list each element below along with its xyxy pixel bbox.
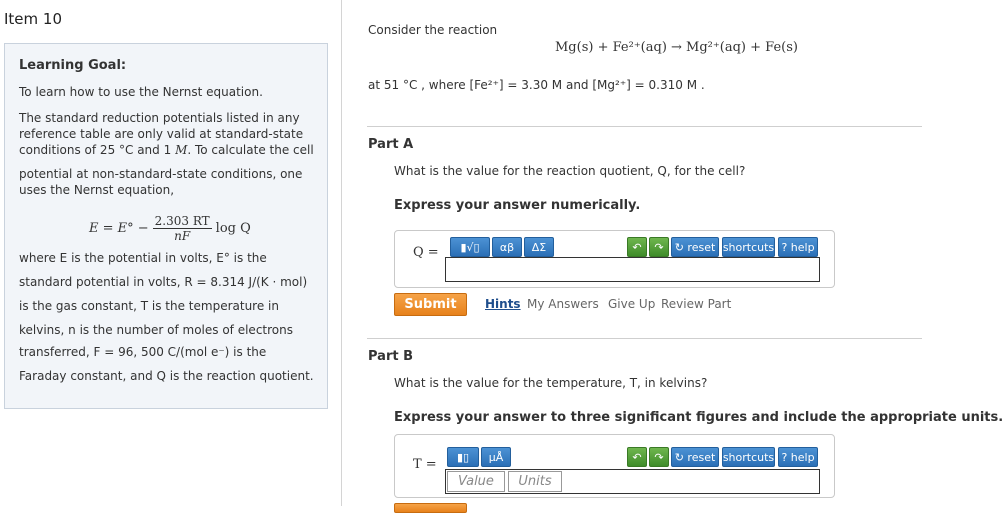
para1-text: The standard reduction potentials listed in any reference table are only valid at standard-state conditions of 25 °C and 1 <box>19 111 304 157</box>
part-b-prompt: What is the value for the temperature, T, in kelvins? <box>394 376 708 390</box>
part-a-instruction: Express your answer numerically. <box>394 198 641 213</box>
para1-unit: M <box>175 143 188 157</box>
undo-icon[interactable]: ↶ <box>627 447 647 467</box>
nernst-log: log Q <box>215 220 251 236</box>
reset-icon: ↻ <box>674 240 688 254</box>
part-b-submit-button[interactable] <box>394 503 467 513</box>
templates-button[interactable]: ▮√▯ <box>450 237 490 257</box>
left-pane <box>0 0 342 506</box>
part-a-answer-panel <box>394 230 835 288</box>
right-pane <box>343 0 1003 506</box>
review-part-link[interactable]: Review Part <box>661 297 732 311</box>
def-line-4: kelvins, n is the number of moles of electrons <box>19 323 293 337</box>
value-field[interactable]: Value <box>447 471 505 492</box>
para1-end: . To calculate the cell <box>187 143 314 157</box>
nernst-fraction <box>153 214 212 243</box>
part-b-toolbar <box>445 447 820 467</box>
nernst-lhs: E = E° − <box>89 220 149 236</box>
def-line-2: standard potential in volts, R = 8.314 J/(K · mol) <box>19 275 308 289</box>
redo-icon[interactable]: ↷ <box>649 237 669 257</box>
symbols-button[interactable]: ΔΣ <box>524 237 554 257</box>
reset-button[interactable] <box>671 237 719 257</box>
hints-link[interactable]: Hints <box>485 297 521 311</box>
def-line-5: transferred, F = 96, 500 C/(mol e⁻) is the <box>19 345 267 359</box>
redo-icon[interactable]: ↷ <box>649 447 669 467</box>
part-b-instruction: Express your answer to three significant figures and include the appropriate units. <box>394 410 1003 425</box>
nernst-denominator: nF <box>174 228 191 243</box>
part-a-label: Part A <box>368 137 414 152</box>
part-a-toolbar <box>445 237 820 257</box>
divider-part-a <box>367 126 922 127</box>
nernst-numerator: 2.303 RT <box>154 213 210 228</box>
shortcuts-button[interactable]: shortcuts <box>722 447 775 467</box>
nernst-equation <box>89 210 251 246</box>
learning-goal-heading: Learning Goal: <box>19 58 127 73</box>
learning-goal-para2: potential at non-standard-state conditions, one uses the Nernst equation, <box>19 167 303 197</box>
reaction-equation: Mg(s) + Fe²⁺(aq) → Mg²⁺(aq) + Fe(s) <box>555 40 798 55</box>
part-b-label: Part B <box>368 349 414 364</box>
learning-goal-para1 <box>19 110 319 158</box>
reset-label: reset <box>687 240 716 254</box>
item-title: Item 10 <box>4 10 63 28</box>
reaction-conditions: at 51 °C , where [Fe²⁺] = 3.30 M and [Mg²⁺] = 0.310 M . <box>368 78 705 92</box>
give-up-link[interactable]: Give Up <box>608 297 656 311</box>
part-a-prompt: What is the value for the reaction quotient, Q, for the cell? <box>394 164 746 178</box>
my-answers-link[interactable]: My Answers <box>527 297 599 311</box>
reset-button[interactable] <box>671 447 719 467</box>
question-intro: Consider the reaction <box>368 23 498 37</box>
part-b-answer-panel <box>394 434 835 498</box>
learning-goal-intro: To learn how to use the Nernst equation. <box>19 85 263 99</box>
divider-part-b <box>367 338 922 339</box>
help-button[interactable]: ? help <box>778 237 818 257</box>
shortcuts-button[interactable]: shortcuts <box>722 237 775 257</box>
reset-label: reset <box>687 450 716 464</box>
units-field[interactable]: Units <box>508 471 562 492</box>
units-button[interactable]: μÅ <box>481 447 511 467</box>
greek-letters-button[interactable]: αβ <box>492 237 522 257</box>
part-b-answer-input <box>445 469 820 494</box>
part-b-answer-label: T = <box>413 457 437 472</box>
learning-goal-box <box>4 43 328 409</box>
reset-icon: ↻ <box>674 450 688 464</box>
undo-icon[interactable]: ↶ <box>627 237 647 257</box>
part-a-submit-button[interactable]: Submit <box>394 293 467 316</box>
help-button[interactable]: ? help <box>778 447 818 467</box>
templates-button[interactable]: ▮▯ <box>447 447 479 467</box>
part-a-answer-label: Q = <box>413 245 439 260</box>
part-a-answer-input[interactable] <box>445 257 820 282</box>
def-line-3: is the gas constant, T is the temperature in <box>19 299 279 313</box>
def-line-1: where E is the potential in volts, E° is the <box>19 251 267 265</box>
def-line-6: Faraday constant, and Q is the reaction quotient. <box>19 369 314 383</box>
